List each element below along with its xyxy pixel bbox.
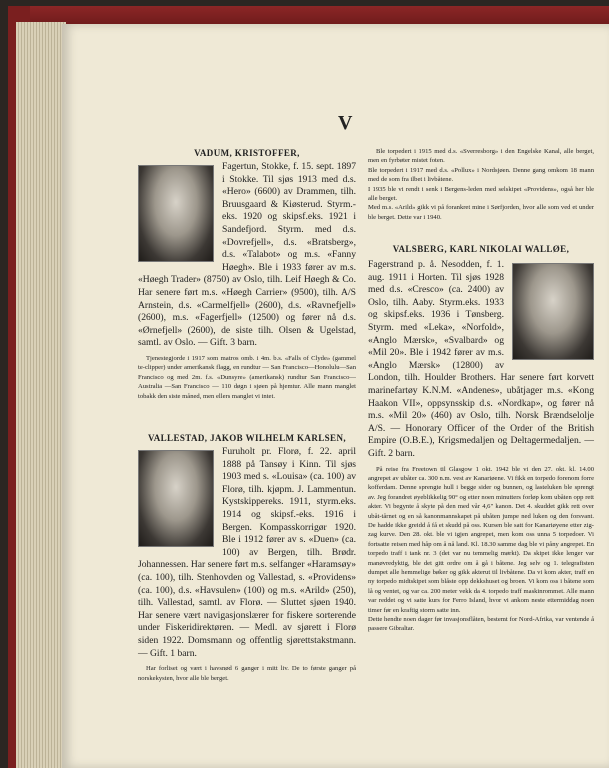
entry-heading: VADUM, KRISTOFFER,: [194, 148, 300, 158]
portrait-photo-valsberg: [512, 263, 594, 360]
entry-heading: VALSBERG, KARL NIKOLAI WALLØE,: [392, 244, 570, 254]
entry-vadum: [138, 147, 356, 401]
entry-valsberg: [368, 243, 594, 634]
continuation-paragraphs: Ble torpedert i 1915 med d.s. «Sverresborg» i den Engelske Kanal, alle berget, men en fyrbøter mistet foten. Ble torpedert i 1917 med d.s. «Pollux» i Nordsjøen. Denne gang omkom 18 mann med de som fra ilbet i livbåtene. I 1935 ble vi rendt i senk i Bergens-leden med selskipet «Providens», også her ble alle berget. Med m.s. «Arild» gikk vi på forankret mine i Sørfjorden, hvor alle som ved et under ble berget. Dette var i 1940.: [368, 148, 594, 221]
page-edges: [16, 22, 66, 768]
entry-bio: Furuholt pr. Florø, f. 22. april 1888 på Tansøy i Kinn. Til sjøs 1903 med s. «Louisa» (ca. 100) av Florø, tilh. kjøpm. J. Lammentun. Kystskippereks. 1911, styrm.eks. 1914 og skipsf.-eks. 1916 i Bergen. Kompasskorrigør 1920. Ble i 1912 fører av s. «Duen» (ca. 100) av Bergen, tilh. Brødr. Johannessen. Har senere ført m.s. selfanger «Haramsøy» (ca. 100), tilh. Stenhovden og Vallestad, s. «Providens» (ca. 100), d.s. «Havsulen» (100) og m.s. «Arild» (250), tilh. Vallestad, samtl. av Florø. — Sluttet sjøen 1940. Har senere vært navigasjonslærer for fiskere sorterende under Fiskeridirektøren. — Medl. av sjørett i Florø siden 1922. Domsmann og offentlig sjørettstakstmann. — Gift. 1 barn.: [138, 446, 356, 659]
portrait-photo-vadum: [138, 165, 214, 262]
section-letter: V: [338, 112, 353, 134]
entry-note: På reise fra Freetown til Glasgow 1 okt. 1942 ble vi den 27. okt. kl. 14.00 angrepet av ubåter ca. 300 n.m. vest av Kanariøene. Vi fikk en torpedo forenom forre kofferdam. Denne sprengte hull i begge sider og bunnen, og lasteluken ble sprengt av. Jeg forandret øyeblikkelig 90° og etter noen minutters forløp kom ubåten opp rett akter. Vi begynte å skyte på den med vår 4,6" kanon. Det 4. skuddet gikk rett over ubåt-tårnet og en så kanonmannskapet på ubåten jumpe ned luken og den forsvant. De hadde ikke greidd å få et skudd på oss. Kursen ble satt for Kanariøyene etter zig-zag kurve. Den 28. okt. ble vi igjen angrepet, men kom oss unna 5 torpedoer. Vi fortsatte reisen med håp om å nå land. Kl. 18.30 samme dag ble vi påny angrepet. En torpedo traff i tank nr. 3 (det var nu temmelig mørkt). Da skipet ikke lenger var manøvredyktig, ble det gitt ordre om å gå i båtene. Jeg selv og 1. telegrafisten dumpet alle hemmelige bøker og gikk akterut til livbåtene. Da vi kom akter, traff en ny torpedo midtskipet som blåste opp dekkshuset og broen. Vi kom oss i båtene som lå og ventet, og var ca. 200 meter vekk da 4. torpedo traff maskinrommet. Alle mann var reddet og vi satte kurs for Ferro Island, hvor vi ankom neste ettermiddag noen timer før en kraftig storm satte inn. Dette hendte noen dager før invasjonsflåten, bestemt for Nord-Afrika, var ventende å passere Gibraltar.: [368, 465, 594, 633]
entry-heading: VALLESTAD, JAKOB WILHELM KARLSEN,: [148, 433, 346, 443]
entry-note: Har forliset og vært i havsnød 6 ganger i mitt liv. De to første ganger på norskekysten, hvor alle ble berget.: [138, 665, 356, 682]
continuation-text: [368, 147, 594, 222]
entry-bio: Fagertun, Stokke, f. 15. sept. 1897 i Stokke. Til sjøs 1913 med d.s. «Hero» (6600) av Drammen, tilh. Bruusgaard & Kiøsterud. Styrm.-eks. 1920 og skipsf.eks. 1921 i Sandefjord. Styrm. med d.s. «Dovrefjell», d.s. «Bratsberg», d.s. «Talabot» og m.s. «Fanny Høegh». Ble i 1933 fører av m.s. «Høegh Trader» (8750) av Oslo, tilh. Leif Høegh & Co. Har senere ført m.s. «Høegh Carrier» (9500), tilh. A/S Arnstein, d.s. «Carmelfjell» (2600), d.s. «Ravnefjell» (2600), m.s. «Fagerfjell» (12500) og fører nå d.s. «Ørnefjell» (2600), de siste tilh. Olsen & Ugelstad, samtl. av Oslo. — Gift. 3 barn.: [138, 161, 356, 349]
portrait-photo-vallestad: [138, 450, 214, 547]
entry-vallestad: [138, 432, 356, 683]
entry-bio: Fagerstrand p. å. Nesodden, f. 1. aug. 1911 i Horten. Til sjøs 1928 med d.s. «Cresco» (ca. 2400) av Oslo, tilh. Aaby. Styrm.eks. 1933 og skipsf.eks. 1936 i Tønsberg. Styrm. med «Leka», «Norfold», «Anglo Mærsk», «Svalbard» og «Mil 20». Ble i 1942 fører av m.s. «Anglo Mærsk» (12800) av London, tilh. Houlder Brothers. Har senere ført korvett marinefartøy K.N.M. «Andenes», ubåtjager m.s. «Kong Haakon VII», oppsynsskip d.s. «Nordkap», og fører nå m.s. «Mil 20» (460) av Oslo, tilh. Norsk Brændselolje A/S. — Honorary Officer of the Order of the British Empire (O.B.E.), Krigsmedaljen og Deltagermedaljen. — Gift. 2 barn.: [368, 259, 594, 459]
entry-note: Tjenestegjorde i 1917 som matros omb. i 4m. b.s. «Falls of Clyde» (gammel te-clipper) under amerikansk flagg, en rundtur — San Francisco—Honolulu—San Francisco og med 2m. f.s. «Dunsyre» (amerikansk) rundtur San Francisco—Australia —San Francisco — 110 døgn i sjøen på hjemtur. Alle mann manglet tobakk den siste måned, men ellers manglet vi intet.: [138, 354, 356, 400]
